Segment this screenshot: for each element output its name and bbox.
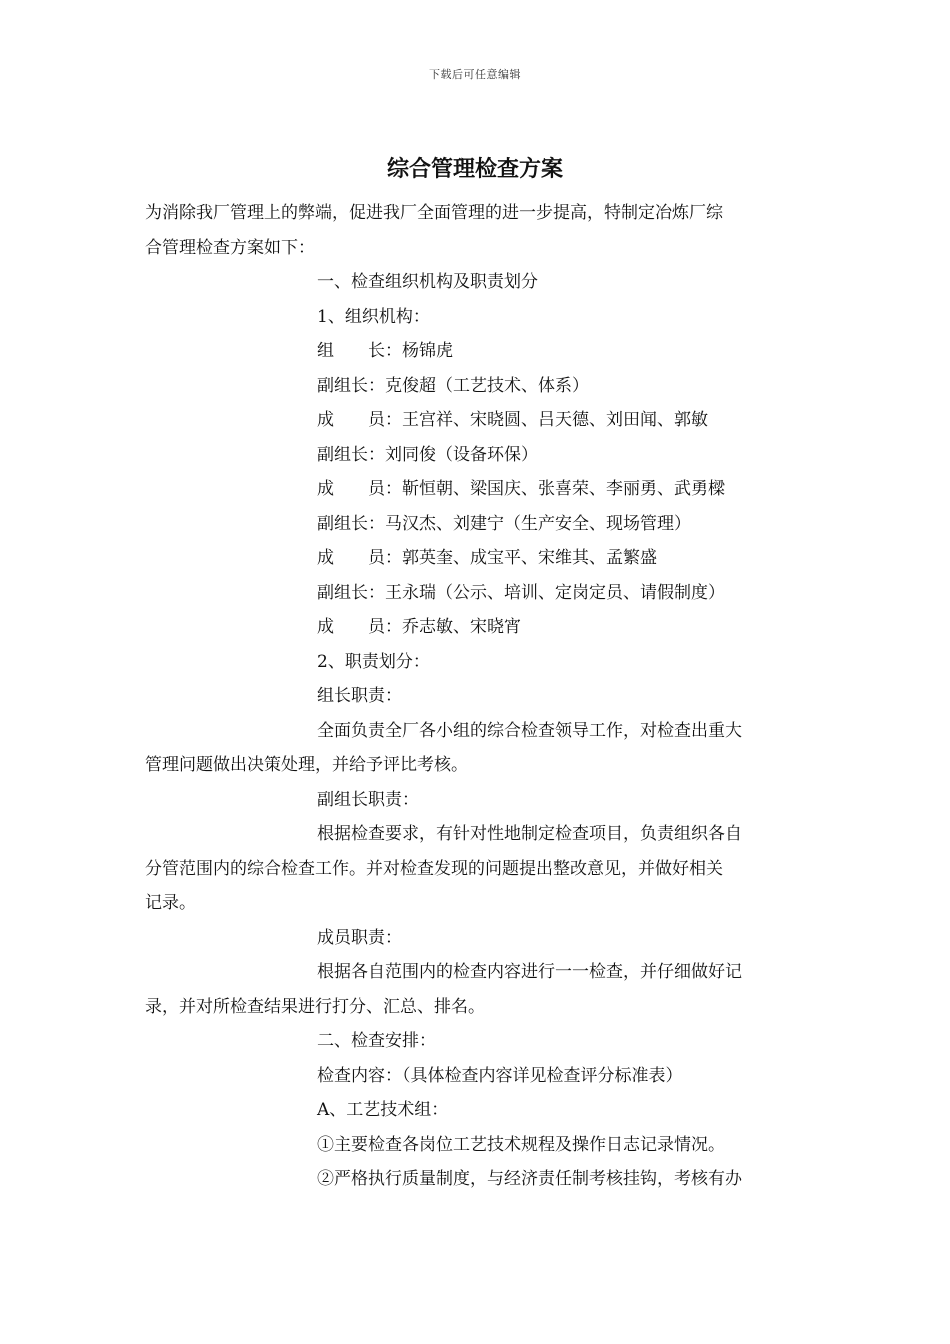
document-body <box>145 196 809 1197</box>
intro-line: 合管理检查方案如下： <box>145 237 315 258</box>
duty-text-line: 分管范围内的综合检查工作。并对检查发现的问题提出整改意见，并做好相关 <box>145 858 723 879</box>
members-line <box>145 403 809 438</box>
members-line <box>145 541 809 576</box>
duty-text-line: 记录。 <box>145 893 196 913</box>
deputy-line: 副组长：克俊超（工艺技术、体系） <box>317 375 589 396</box>
leader-label-rest: 长：杨锦虎 <box>368 341 453 361</box>
intro-line: 为消除我厂管理上的弊端，促进我厂全面管理的进一步提高，特制定冶炼厂综 <box>145 203 723 223</box>
members-label-char: 成 <box>317 479 334 499</box>
deputy-line: 副组长：马汉杰、刘建宁（生产安全、现场管理） <box>317 513 691 534</box>
leader-label-char: 组 <box>317 341 334 361</box>
members-list: 员：靳恒朝、梁国庆、张喜荣、李丽勇、武勇樑 <box>368 479 725 499</box>
section-heading: 二、检查安排： <box>317 1031 436 1051</box>
members-list: 员：郭英奎、成宝平、宋维其、孟繁盛 <box>368 548 657 568</box>
duty-text-line: 根据各自范围内的检查内容进行一一检查，并仔细做好记 <box>317 962 742 982</box>
duty-text-line: 全面负责全厂各小组的综合检查领导工作，对检查出重大 <box>317 720 742 741</box>
members-line <box>145 610 809 645</box>
duty-title: 副组长职责： <box>317 789 419 810</box>
subsection-heading: 1、组织机构： <box>317 306 430 327</box>
deputy-line: 副组长：刘同俊（设备环保） <box>317 444 538 465</box>
page-header-note: 下载后可任意编辑 <box>429 68 521 81</box>
members-list: 员：乔志敏、宋晓宵 <box>368 617 521 637</box>
section-heading: 一、检查组织机构及职责划分 <box>317 272 538 292</box>
duty-text-line: 根据检查要求，有针对性地制定检查项目，负责组织各自 <box>317 824 742 844</box>
duty-text-line: 管理问题做出决策处理，并给予评比考核。 <box>145 755 468 775</box>
members-list: 员：王宫祥、宋晓圆、吕天德、刘田闻、郭敏 <box>368 410 708 430</box>
group-title: A、工艺技术组： <box>317 1100 449 1120</box>
subsection-heading: 2、职责划分： <box>317 651 430 672</box>
members-label-char: 成 <box>317 617 334 637</box>
check-item: ②严格执行质量制度，与经济责任制考核挂钩，考核有办 <box>317 1169 742 1189</box>
document-title: 综合管理检查方案 <box>386 156 563 182</box>
content-note: 检查内容：（具体检查内容详见检查评分标准表） <box>317 1065 683 1086</box>
duty-title: 成员职责： <box>317 927 402 948</box>
members-label-char: 成 <box>317 548 334 568</box>
check-item: ①主要检查各岗位工艺技术规程及操作日志记录情况。 <box>317 1134 725 1155</box>
members-line <box>145 472 809 507</box>
members-label-char: 成 <box>317 410 334 430</box>
deputy-line: 副组长：王永瑞（公示、培训、定岗定员、请假制度） <box>317 582 725 603</box>
leader-line <box>145 334 809 369</box>
duty-text-line: 录，并对所检查结果进行打分、汇总、排名。 <box>145 996 485 1017</box>
duty-title: 组长职责： <box>317 686 402 706</box>
